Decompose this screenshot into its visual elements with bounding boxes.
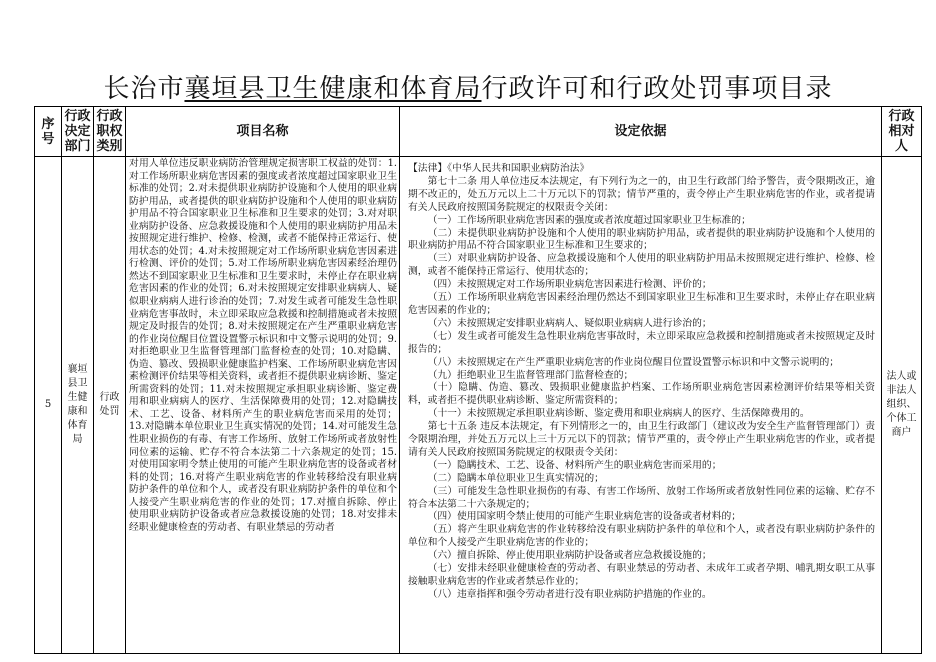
- basis-clause: （一）工作场所职业病危害因素的强度或者浓度超过国家职业卫生标准的；: [427, 214, 751, 226]
- row-seq: [35, 157, 62, 653]
- row-kind-value: 行政处罚: [99, 392, 120, 417]
- header-kind: [94, 107, 126, 157]
- basis-clause: （十一）未按照规定承担职业病诊断、鉴定费用和职业病病人的医疗、生活保障费用的。: [427, 408, 810, 420]
- basis-clause: （八）未按照规定在产生严重职业病危害的作业岗位醒目位置设置警示标识和中文警示说明的；: [427, 356, 840, 368]
- row-basis: [400, 157, 882, 653]
- title-highlight: 襄垣县卫生健康和体育局: [184, 74, 482, 104]
- header-basis: [400, 107, 882, 157]
- basis-clause: （二）隐瞒本单位职业卫生真实情况的；: [427, 472, 604, 484]
- row-kind: [94, 157, 126, 653]
- basis-clause: （六）未按照规定安排职业病病人、疑似职业病病人进行诊治的；: [427, 317, 712, 329]
- row-name-text: 对用人单位违反职业病防治管理规定损害职工权益的处罚：1.对工作场所职业病危害因素的强度或者浓度超过国家职业卫生标准的处罚；2.对未提供职业病防护设施和个人使用的职业病防护用品，或者提供的职业病防护设施和个人使用的职业病防护用品不符合国家职业卫生标准和卫生要求的处罚；3.对对职业病防护设备、应急救援设施和个人使用的职业病防护用品未按照规定进行维护、检修、检测，或者不能保持正常运行、使用状态的处罚；4.对未按照规定对工作场所职业病危害因素进行检测、评价的处罚；5.对工作场所职业病危害因素经治理仍然达不到国家职业卫生标准和卫生要求时，未停止存在职业病危害因素的作业的处罚；6.对未按照规定安排职业病病人、疑似职业病病人进行诊治的处罚；7.对发生或者可能发生急性职业病危害事故时，未立即采取应急救援和控制措施或者未按照规定及时报告的处罚；8.对未按照规定在产生严重职业病危害的作业岗位醒目位置设置警示标识和中文警示说明的处罚；9.对拒绝职业卫生监督管理部门监督检查的处罚；10.对隐瞒、伪造、篡改、毁损职业健康监护档案、工作场所职业病危害因素检测评价结果等相关资料，或者拒不提供职业病诊断、鉴定所需资料的处罚；11.对未按照规定承担职业病诊断、鉴定费用和职业病病人的医疗、生活保障费用的处罚；12.对隐瞒技术、工艺、设备、材料所产生的职业病危害而采用的处罚；13.对隐瞒本单位职业卫生真实情况的处罚；14.对可能发生急性职业损伤的有毒、有害工作场所、放射工作场所或者放射性同位素的运输、贮存不符合本法第二十六条规定的处罚；15.对使用国家明令禁止使用的可能产生职业病危害的设备或者材料的处罚；16.对将产生职业病危害的作业转移给没有职业病防护条件的单位和个人，或者没有职业病防护条件的单位和个人接受产生职业病危害的作业的处罚；17.对擅自拆除、停止使用职业病防护设备或者应急救援设施的处罚；18.对安排未经职业健康检查的劳动者、有职业禁忌的劳动者: [129, 158, 397, 533]
- row-party-value: 法人或非法人组织、个体工商户: [886, 371, 917, 438]
- basis-clause: （三）对职业病防护设备、应急救援设施和个人使用的职业病防护用品未按照规定进行维护、检修、检测，或者不能保持正常运行、使用状态的；: [408, 253, 875, 278]
- row-party: [882, 157, 921, 653]
- row-seq-value: 5: [44, 399, 52, 410]
- basis-clause: （二）未提供职业病防护设施和个人使用的职业病防护用品，或者提供的职业病防护设施和个人使用的职业病防护用品不符合国家职业卫生标准和卫生要求的；: [408, 227, 875, 252]
- header-dept: [62, 107, 94, 157]
- basis-clause: 第七十五条 违反本法规定，有下列情形之一的，由卫生行政部门（建议改为安全生产监督管理部门）责令限期治理，并处五万元以上三十万元以下的罚款；情节严重的，责令停止产生职业病危害的作业，或者提请有关人民政府按照国务院规定的权限责令关闭：: [408, 421, 875, 458]
- header-basis-label: 设定依据: [614, 124, 667, 139]
- header-seq: [35, 107, 62, 157]
- basis-clause: （三）可能发生急性职业损伤的有毒、有害工作场所、放射工作场所或者放射性同位素的运输、贮存不符合本法第二十六条规定的；: [408, 485, 875, 510]
- catalog-table: [34, 106, 922, 654]
- header-seq-label: 序号: [41, 116, 55, 147]
- header-kind-label: 行政职权类别: [96, 109, 123, 154]
- header-name-label: 项目名称: [236, 124, 289, 139]
- basis-clause: （六）擅自拆除、停止使用职业病防护设备或者应急救援设施的；: [427, 550, 712, 562]
- title-prefix: 长治市: [103, 74, 185, 104]
- basis-clause: （一）隐瞒技术、工艺、设备、材料所产生的职业病危害而采用的；: [427, 459, 722, 471]
- title-suffix: 行政许可和行政处罚事项目录: [481, 74, 833, 104]
- basis-clause: （九）拒绝职业卫生监督管理部门监督检查的；: [427, 369, 634, 381]
- row-name: [126, 157, 400, 653]
- basis-clause: 第七十二条 用人单位违反本法规定，有下列行为之一的，由卫生行政部门给予警告，责令限期改正，逾期不改正的，处五万元以上二十万元以下的罚款；情节严重的，责令停止产生职业病危害的作业，或者提请有关人民政府按照国务院规定的权限责令关闭：: [408, 175, 875, 213]
- row-dept-value: 襄垣县卫生健康和体育局: [67, 364, 88, 445]
- basis-clause: （四）未按照规定对工作场所职业病危害因素进行检测、评价的；: [427, 279, 712, 291]
- basis-clause: （十）隐瞒、伪造、篡改、毁损职业健康监护档案、工作场所职业病危害因素检测评价结果等相关资料，或者拒不提供职业病诊断、鉴定所需资料的；: [408, 382, 875, 407]
- header-party: [882, 107, 921, 157]
- basis-clause: （五）工作场所职业病危害因素经治理仍然达不到国家职业卫生标准和卫生要求时，未停止存在职业病危害因素的作业的；: [408, 292, 875, 316]
- basis-clause: （五）将产生职业病危害的作业转移给没有职业病防护条件的单位和个人，或者没有职业病防护条件的单位和个人接受产生职业病危害的作业的；: [408, 524, 875, 549]
- header-name: [126, 107, 400, 157]
- basis-clause: （七）安排未经职业健康检查的劳动者、有职业禁忌的劳动者、未成年工或者孕期、哺乳期女职工从事接触职业病危害的作业或者禁忌作业的；: [408, 563, 875, 587]
- row-dept: [62, 157, 94, 653]
- basis-law: 【法律】《中华人民共和国职业病防治法》: [408, 163, 590, 174]
- basis-text: [400, 157, 881, 602]
- basis-clause: （四）使用国家明令禁止使用的可能产生职业病危害的设备或者材料的；: [427, 511, 742, 523]
- basis-clause: （七）发生或者可能发生急性职业病危害事故时，未立即采取应急救援和控制措施或者未按照规定及时报告的；: [408, 330, 875, 355]
- page-title: [0, 68, 936, 105]
- header-party-label: 行政相对人: [888, 109, 915, 154]
- header-dept-label: 行政决定部门: [64, 109, 91, 154]
- basis-clause: （八）违章指挥和强令劳动者进行没有职业病防护措施的作业的。: [427, 588, 712, 600]
